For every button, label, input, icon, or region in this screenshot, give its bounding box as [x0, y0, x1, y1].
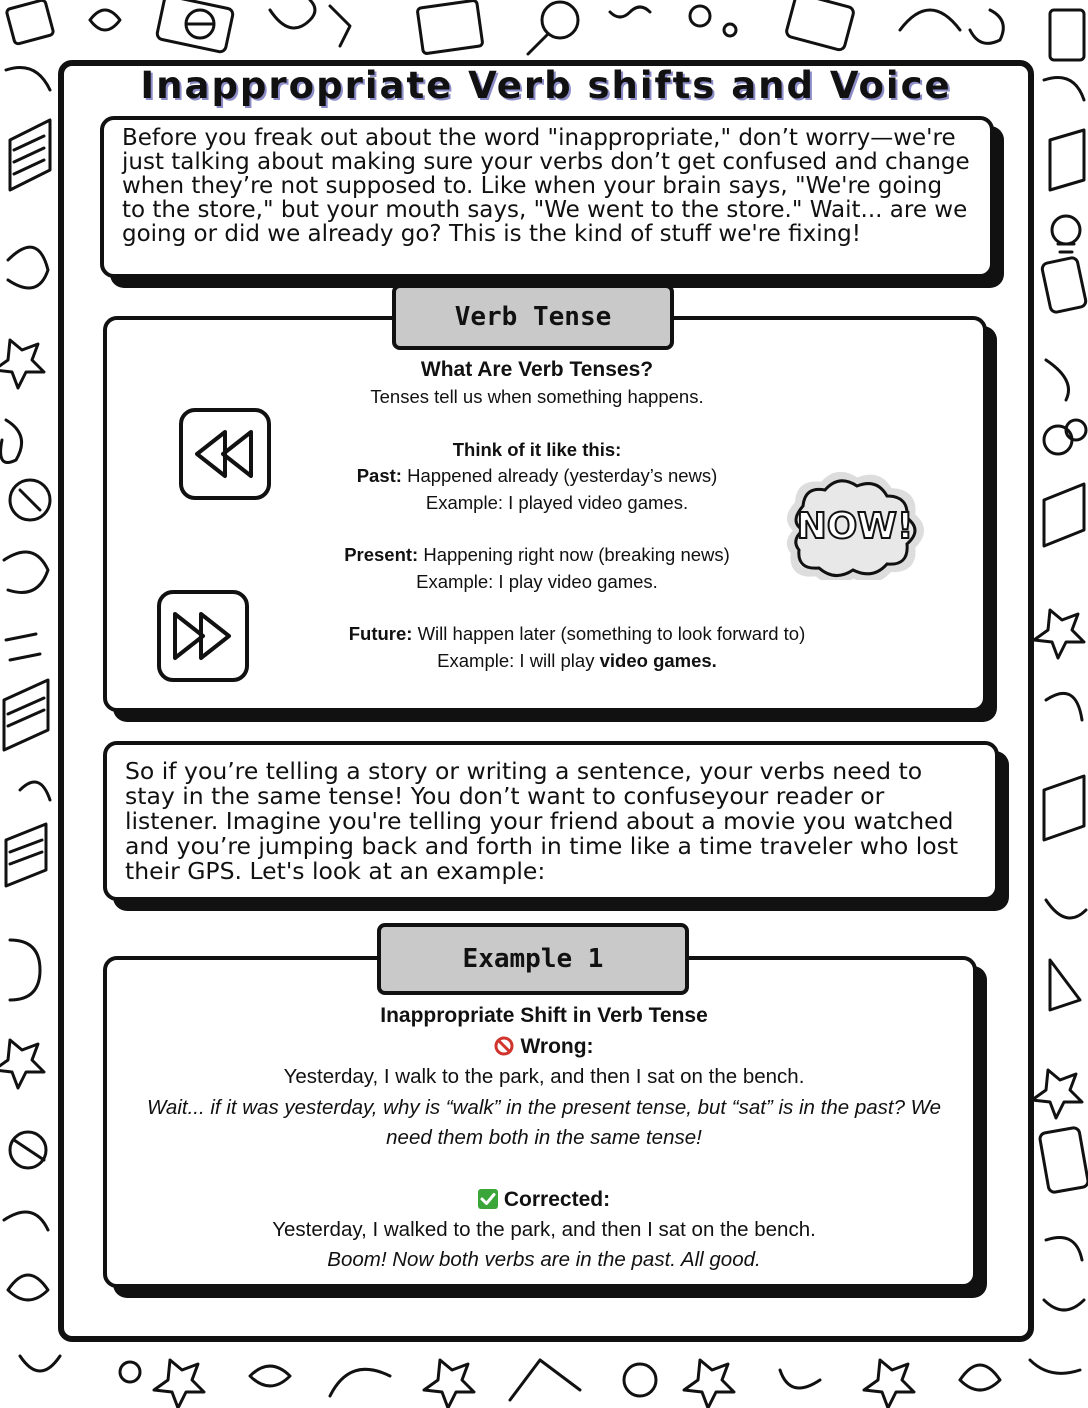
prohibited-icon — [494, 1036, 514, 1056]
present-description: Happening right now (breaking news) — [423, 544, 730, 565]
corrected-note: Boom! Now both verbs are in the past. All good. — [327, 1248, 761, 1271]
intro-card — [100, 116, 994, 278]
now-sticker-text: NOW! — [796, 506, 914, 547]
intro-text: Before you freak out about the word "inappropriate," don’t worry—we're just talking about making sure your verbs don’t get confused and change when they’re not supposed to. Like when your brain says, "We're going to the store," but your mouth says, "We went to the store." Wait... are we going or did we already go? This is the kind of stuff we're fixing! — [122, 125, 970, 247]
example-1-tab: Example 1 — [377, 923, 689, 995]
story-card — [103, 741, 999, 901]
rewind-icon — [179, 408, 271, 500]
future-label: Future: — [348, 623, 413, 644]
think-heading: Think of it like this: — [452, 438, 622, 460]
fast-forward-icon — [157, 590, 249, 682]
verb-tense-tab: Verb Tense — [392, 284, 674, 350]
wrong-label: Wrong: — [520, 1035, 594, 1058]
wrong-note: Wait... if it was yesterday, why is “walk” in the present tense, but “sat” is in the past? We need them both in the same tense! — [146, 1095, 942, 1149]
example-1-card — [103, 956, 977, 1288]
corrected-label: Corrected: — [503, 1187, 611, 1211]
example-1-content — [107, 1000, 981, 1276]
present-label: Present: — [344, 544, 419, 565]
present-example: Example: I play video games. — [416, 570, 658, 592]
example-1-heading: Inappropriate Shift in Verb Tense — [380, 1004, 708, 1027]
wrong-sentence: Yesterday, I walk to the park, and then I sat on the bench. — [283, 1065, 805, 1088]
past-label: Past: — [356, 465, 402, 486]
verb-tense-content — [267, 356, 807, 674]
future-example-bold: video games. — [599, 649, 717, 671]
verb-tense-subheading: Tenses tell us when something happens. — [370, 386, 704, 407]
check-mark-icon — [478, 1189, 498, 1209]
corrected-sentence: Yesterday, I walked to the park, and then I sat on the bench. — [272, 1217, 816, 1241]
past-description: Happened already (yesterday’s news) — [407, 465, 718, 486]
future-example: Example: I will play — [437, 649, 595, 671]
story-text: So if you’re telling a story or writing a sentence, your verbs need to stay in the same tense! You don’t want to confuseyour reader or listener. Imagine you're telling your friend about a movie you watched and you’re jumping back and forth in time like a time traveler who lost their GPS. Let's look at an example: — [125, 757, 959, 885]
page-title: Inappropriate Verb shifts and Voice — [140, 64, 952, 107]
past-example: Example: I played video games. — [425, 491, 689, 513]
verb-tense-heading: What Are Verb Tenses? — [420, 358, 654, 381]
verb-tense-card — [103, 316, 987, 712]
future-description: Will happen later (something to look forward to) — [417, 623, 806, 644]
